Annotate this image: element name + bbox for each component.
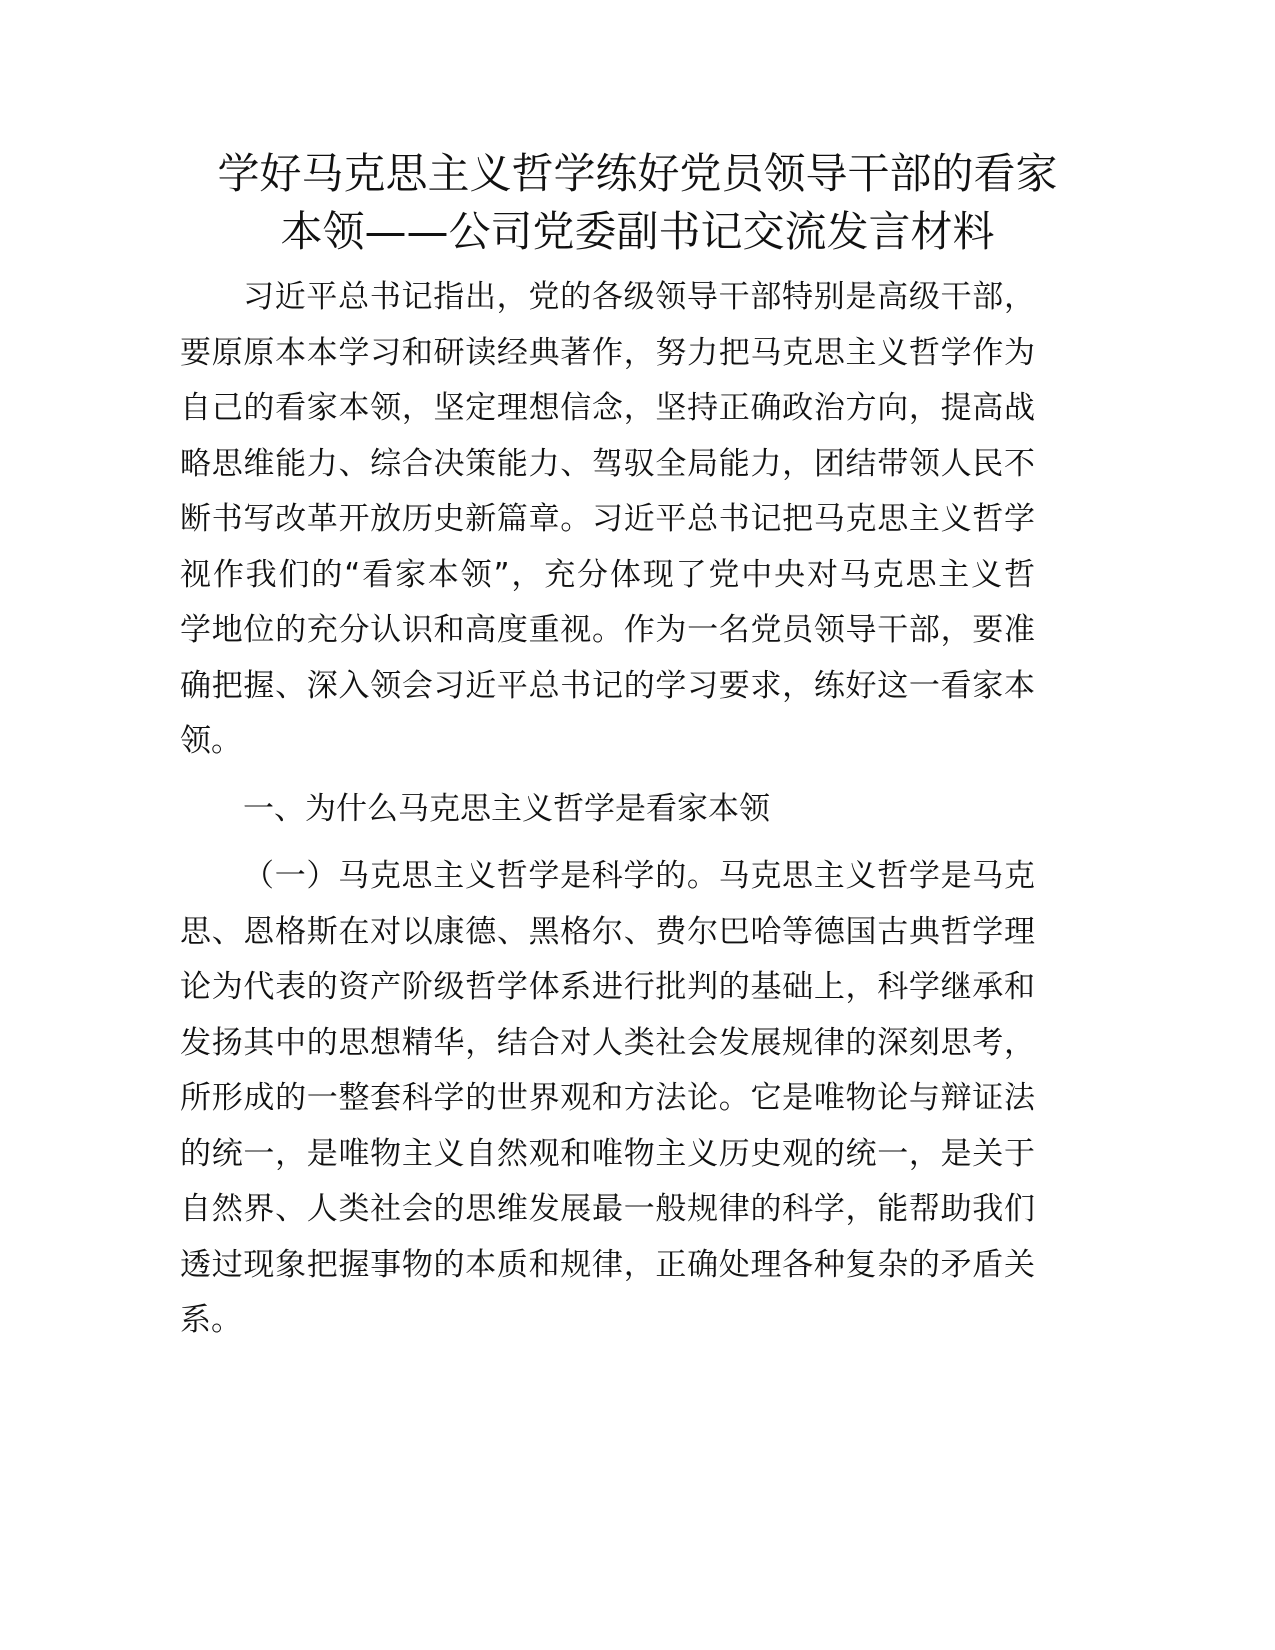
text-line: 断书写改革开放历史新篇章。习近平总书记把马克思主义哲学 [180,501,1035,537]
text-line: 要原原本本学习和研读经典著作，努力把马克思主义哲学作为 [180,334,1035,371]
text-line: 思、恩格斯在对以康德、黑格尔、费尔巴哈等德国古典哲学理 [180,913,1035,950]
title-line-1: 学好马克思主义哲学练好党员领导干部的看家 [217,149,1058,198]
paragraph [180,270,1035,770]
text-line: 一、为什么马克思主义哲学是看家本领 [243,790,770,827]
paragraph-gap [180,770,1035,782]
text-line: 略思维能力、综合决策能力、驾驭全局能力，团结带领人民不 [180,445,1035,482]
title-line-2: 本领——公司党委副书记交流发言材料 [280,207,995,256]
text-line: 习近平总书记指出，党的各级领导干部特别是高级干部， [243,279,1035,315]
text-line: 视作我们的“看家本领”，充分体现了党中央对马克思主义哲 [180,556,1035,593]
text-line: 领。 [180,723,242,759]
text-line: 自然界、人类社会的思维发展最一般规律的科学，能帮助我们 [180,1191,1035,1227]
paragraph [180,849,1035,1349]
text-line: 学地位的充分认识和高度重视。作为一名党员领导干部，要准 [180,612,1035,648]
text-line: 发扬其中的思想精华，结合对人类社会发展规律的深刻思考， [180,1024,1035,1061]
section-heading [180,782,1035,838]
text-line: 所形成的一整套科学的世界观和方法论。它是唯物论与辩证法 [180,1080,1035,1116]
document-body [180,270,1035,1349]
text-line: 的统一，是唯物主义自然观和唯物主义历史观的统一，是关于 [180,1135,1035,1172]
text-line: 论为代表的资产阶级哲学体系进行批判的基础上，科学继承和 [180,969,1035,1005]
paragraph-gap [180,837,1035,849]
text-line: 系。 [180,1302,242,1338]
text-line: 确把握、深入领会习近平总书记的学习要求，练好这一看家本 [180,667,1035,704]
text-line: 透过现象把握事物的本质和规律，正确处理各种复杂的矛盾关 [180,1246,1035,1283]
text-line: （一）马克思主义哲学是科学的。马克思主义哲学是马克 [243,858,1035,894]
text-line: 自己的看家本领，坚定理想信念，坚持正确政治方向，提高战 [180,390,1035,426]
document-title [150,145,1125,261]
